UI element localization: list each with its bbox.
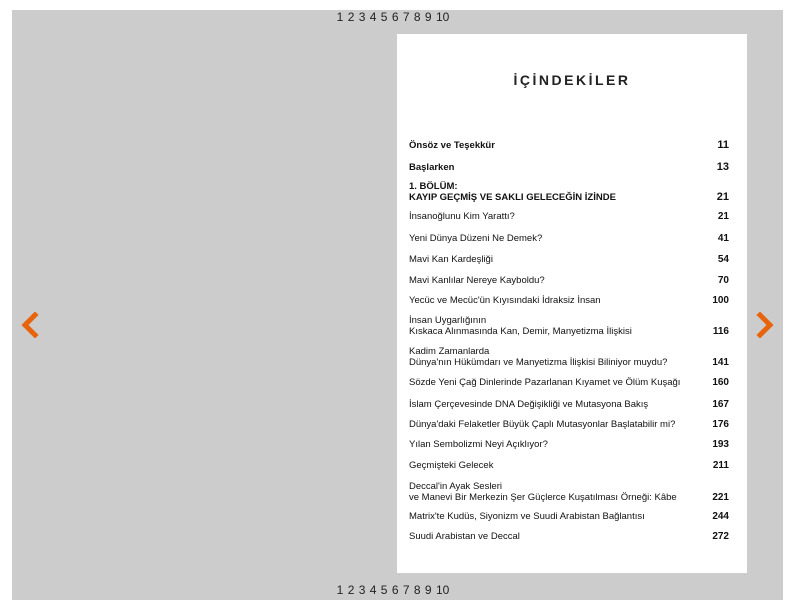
toc-entry-title-line2: KAYIP GEÇMİŞ VE SAKLI GELECEĞİN İZİNDE (409, 192, 616, 203)
toc-entry-title: Matrix'te Kudüs, Siyonizm ve Suudi Arabistan Bağlantısı (409, 511, 645, 522)
toc-entry-title: 1. BÖLÜM: (409, 181, 458, 192)
pager-link[interactable]: 4 (369, 583, 377, 597)
toc-entry-page: 211 (712, 460, 729, 471)
toc-entry-page: 244 (712, 511, 729, 522)
toc-entry (409, 315, 729, 337)
pager-link[interactable]: 10 (435, 10, 450, 24)
toc-entry-page: 221 (712, 492, 729, 503)
toc-entry-title: Mavi Kanlılar Nereye Kayboldu? (409, 275, 545, 286)
toc-entry-title: İnsanoğlunu Kim Yarattı? (409, 211, 515, 222)
toc-entry-page: 13 (716, 161, 729, 173)
pager-link[interactable]: 1 (336, 10, 344, 24)
toc-entry (409, 377, 729, 388)
toc-entry-title-line2: ve Manevi Bir Merkezin Şer Güçlerce Kuşatılması Örneği: Kâbe (409, 492, 677, 503)
prev-page-button[interactable] (18, 312, 42, 338)
pager-link[interactable]: 9 (424, 10, 432, 24)
toc-entry-title: Başlarken (409, 162, 455, 173)
pager-link[interactable]: 7 (402, 10, 410, 24)
pager-bottom (0, 583, 786, 597)
toc-entry-title: Deccal'in Ayak Sesleri (409, 481, 502, 492)
toc-entry-title: Önsöz ve Teşekkür (409, 140, 495, 151)
toc-entry (409, 295, 729, 306)
toc-entry-page: 70 (717, 275, 729, 286)
toc-entry (409, 275, 729, 286)
toc-entry-page: 54 (717, 254, 729, 265)
pager-link[interactable]: 8 (413, 583, 421, 597)
toc-entry (409, 162, 729, 173)
toc-entry (409, 419, 729, 430)
next-page-button[interactable] (753, 312, 777, 338)
pager-link[interactable]: 2 (347, 10, 355, 24)
pager-link[interactable]: 9 (424, 583, 432, 597)
pager-link[interactable]: 4 (369, 10, 377, 24)
toc-entry (409, 460, 729, 471)
toc-entry-page: 193 (712, 439, 729, 450)
chevron-left-icon (18, 312, 42, 338)
toc-entry-title: Sözde Yeni Çağ Dinlerinde Pazarlanan Kıyamet ve Ölüm Kuşağı (409, 377, 681, 388)
pager-link[interactable]: 6 (391, 10, 399, 24)
toc-entry (409, 346, 729, 368)
toc-entry-title-line2: Kıskaca Alınmasında Kan, Demir, Manyetizma İlişkisi (409, 326, 632, 337)
toc-entry (409, 181, 729, 203)
pager-link[interactable]: 5 (380, 10, 388, 24)
toc-entry-title: Yeni Dünya Düzeni Ne Demek? (409, 233, 543, 244)
toc-entry (409, 140, 729, 151)
toc-entry-title: Geçmişteki Gelecek (409, 460, 494, 471)
toc-entry (409, 254, 729, 265)
toc-entry-page: 272 (712, 531, 729, 542)
toc-entry-page: 21 (716, 191, 729, 203)
toc-entry (409, 233, 729, 244)
toc-entry-title: İnsan Uygarlığının (409, 315, 487, 326)
book-page (397, 34, 747, 573)
toc-entry-page: 21 (717, 211, 729, 222)
chevron-right-icon (753, 312, 777, 338)
toc-entry (409, 511, 729, 522)
pager-top (0, 10, 786, 24)
pager-link[interactable]: 8 (413, 10, 421, 24)
pager-link[interactable]: 2 (347, 583, 355, 597)
toc-entry-page: 116 (712, 326, 729, 337)
pager-link[interactable]: 6 (391, 583, 399, 597)
toc-entry-title-line2: Dünya'nın Hükümdarı ve Manyetizma İlişkisi Biliniyor muydu? (409, 357, 668, 368)
toc-entry-page: 167 (712, 399, 729, 410)
toc-entry (409, 531, 729, 542)
pager-link[interactable]: 7 (402, 583, 410, 597)
page-title: İÇİNDEKİLER (513, 72, 631, 88)
toc-entry-title: İslam Çerçevesinde DNA Değişikliği ve Mutasyona Bakış (409, 399, 649, 410)
toc-entry-page: 41 (717, 233, 729, 244)
toc-entry-title: Yılan Sembolizmi Neyi Açıklıyor? (409, 439, 548, 450)
toc-entry (409, 211, 729, 222)
toc-entry-title: Dünya'daki Felaketler Büyük Çaplı Mutasyonlar Başlatabilir mi? (409, 419, 676, 430)
pager-link[interactable]: 5 (380, 583, 388, 597)
toc-entry-page: 141 (712, 357, 729, 368)
toc-entry-title: Kadim Zamanlarda (409, 346, 490, 357)
toc-entry-page: 11 (717, 139, 729, 151)
pager-link[interactable]: 10 (435, 583, 450, 597)
toc-entry-title: Suudi Arabistan ve Deccal (409, 531, 520, 542)
pager-link[interactable]: 1 (336, 583, 344, 597)
toc-entry-title: Yecüc ve Mecüc'ün Kıyısındaki İdraksiz İnsan (409, 295, 601, 306)
toc-entry (409, 481, 729, 503)
toc-entry-page: 160 (712, 377, 729, 388)
toc-entry-title: Mavi Kan Kardeşliği (409, 254, 493, 265)
toc-entry (409, 399, 729, 410)
toc-entry-page: 100 (712, 295, 729, 306)
pager-link[interactable]: 3 (358, 583, 366, 597)
toc-entry-page: 176 (712, 419, 729, 430)
pager-link[interactable]: 3 (358, 10, 366, 24)
toc-entry (409, 439, 729, 450)
